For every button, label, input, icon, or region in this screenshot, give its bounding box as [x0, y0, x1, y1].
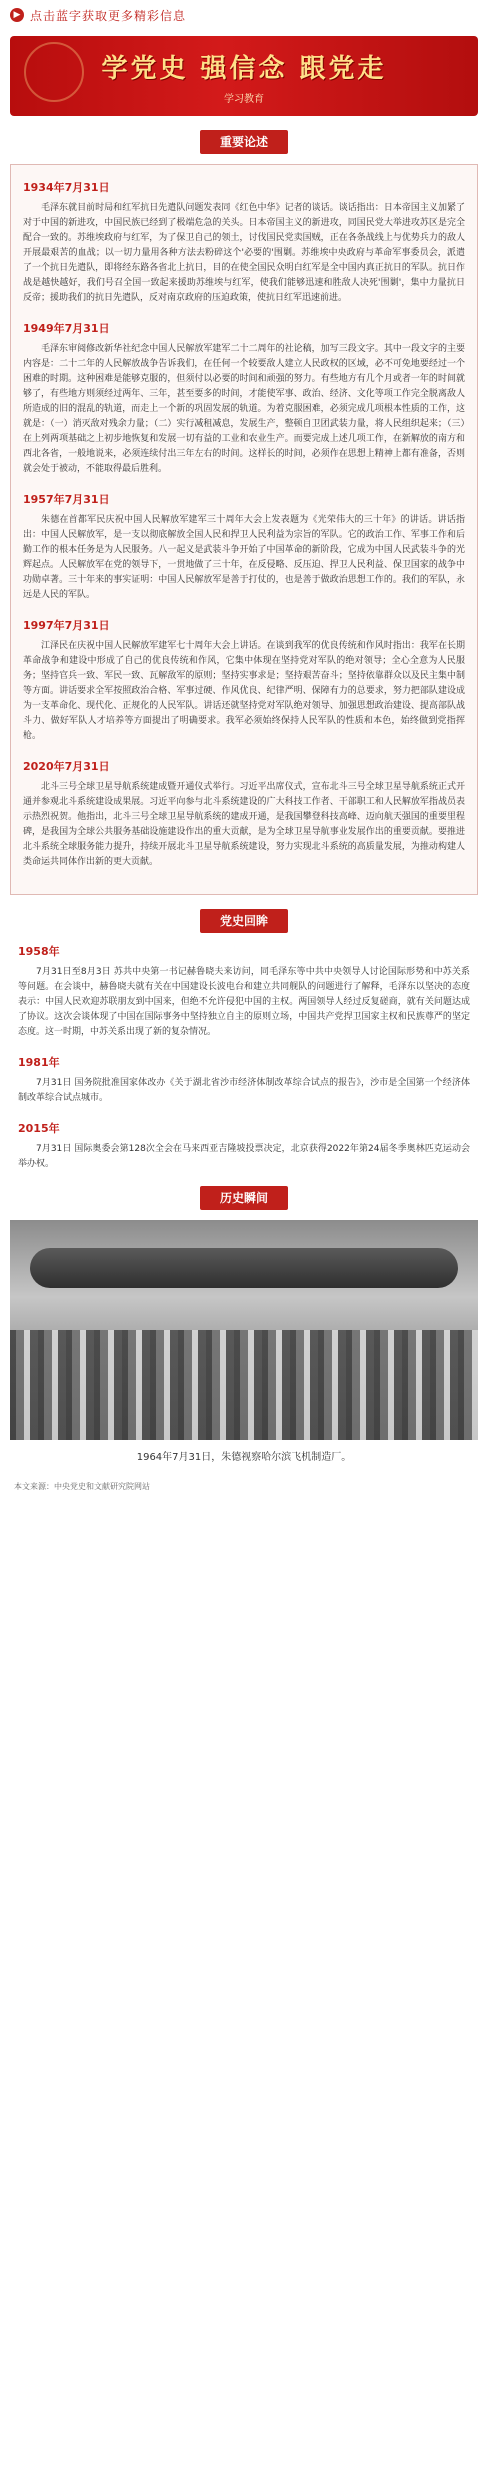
review-entry — [23, 320, 465, 477]
crowd-figures — [10, 1330, 478, 1440]
history-year: 2015年 — [18, 1122, 60, 1135]
play-arrow-icon: ▶ — [10, 8, 24, 22]
history-text: 7月31日 国际奥委会第128次全会在马来西亚吉隆坡投票决定，北京获得2022年第24届冬季奥林匹克运动会举办权。 — [18, 1144, 470, 1169]
history-year: 1958年 — [18, 945, 60, 958]
section-tag-reviews: 重要论述 — [200, 130, 288, 154]
source-note: 本文来源：中央党史和文献研究院网站 — [14, 1482, 150, 1491]
review-entry — [23, 758, 465, 870]
history-text: 7月31日至8月3日 苏共中央第一书记赫鲁晓夫来访问，同毛泽东等中共中央领导人讨论国际形势和中苏关系等问题。在会谈中，赫鲁晓夫就有关在中国建设长波电台和建立共同舰队的问题进行了解释，毛泽东以坚决的态度表示：中国人民欢迎苏联朋友到中国来，但绝不允许侵犯中国的主权。两国领导人经过反复磋商，就有关问题达成了协议。这次会谈体现了中国在国际事务中坚持独立自主的原则立场，中国共产党捍卫国家主权和民族尊严的坚定态度。这一时期，中苏关系出现了新的复杂情况。 — [18, 967, 470, 1037]
entry-text: 毛泽东就目前时局和红军抗日先遣队问题发表同《红色中华》记者的谈话。谈话指出：日本帝国主义加紧了对于中国的新进攻，中国民族已经到了极端危急的关头。日本帝国主义的新进攻，同国民党大举进攻苏区是完全配合一致的。苏维埃政府与红军，为了保卫自己的领土，讨伐国民党卖国贼，正在各条战线上与优势兵力的敌人开展最艰苦的血战；以一切力量用各种方法去粉碎这个'必要的'围剿。苏维埃中央政府与革命军事委员会，派遣了一个抗日先遣队，即将经东路各省北上抗日，目的在使全国民众明白红军是全中国内真正抗日的军队。抗日作战是越快越好，我们号召全国一致起来援助苏维埃与红军，使我们能够迅速和胜敌人决死'围剿'，集中力量抗日反帝；援助我们的抗日先遣队，反对南京政府的压迫政策，使抗日红军迅速前进。 — [23, 203, 465, 303]
reviews-frame — [10, 164, 478, 895]
banner-subtitle: 学习教育 — [224, 94, 264, 105]
history-entry — [18, 1054, 470, 1106]
history-text: 7月31日 国务院批准国家体改办《关于湖北省沙市经济体制改革综合试点的报告》，沙市是全国第一个经济体制改革综合试点城市。 — [18, 1078, 470, 1103]
review-entry — [23, 617, 465, 744]
entry-date: 1934年7月31日 — [23, 181, 110, 194]
history-year: 1981年 — [18, 1056, 60, 1069]
top-tip-bar[interactable] — [0, 0, 488, 30]
history-entry — [18, 1120, 470, 1172]
review-entry — [23, 179, 465, 306]
section-tag-moment: 历史瞬间 — [200, 1186, 288, 1210]
follow-tip[interactable]: 点击蓝字获取更多精彩信息 — [30, 8, 187, 23]
entry-date: 2020年7月31日 — [23, 760, 110, 773]
history-list — [0, 943, 488, 1172]
entry-text: 朱德在首都军民庆祝中国人民解放军建军三十周年大会上发表题为《光荣伟大的三十年》的讲话。讲话指出：中国人民解放军，是一支以彻底解放全国人民和捍卫人民利益为宗旨的军队。它的政治工作、军事工作和后勤工作的根本任务是为人民服务。八一起义是武装斗争开始了中国革命的新阶段，它成为中国人民武装斗争的光辉起点。人民解放军在党的领导下，一贯地做了三十年，在反侵略、反压迫、捍卫人民利益、保卫国家的战争中功勋卓著。三十年来的事实证明：中国人民解放军是善于打仗的，也是善于做政治思想工作的。我们的军队，永远是人民的军队。 — [23, 515, 465, 600]
entry-text: 毛泽东审阅修改新华社纪念中国人民解放军建军二十二周年的社论稿，加写三段文字。其中一段文字的主要内容是：二十二年的人民解放战争告诉我们，在任何一个较要敌人建立人民政权的区域，必不可免地要经过一个困难的时期。这种困难是能够克服的，但须付以必要的时间和顽强的努力。有些地方有几个月或者一年的时间就够了，有些地方则须经过两年、三年，甚至要多的时间，才能使军事、政治、经济、文化等项工作完全脱离敌人所造成的旧的混乱的轨道，而走上一个新的巩固发展的轨道。为着克服困难，必须完成几项根本性质的工作，这就是：（一）消灭敌对残余力量；（二）实行减租减息，发展生产，整顿自卫团武装力量，将人民组织起来；（三）在上列两项基础之上初步地恢复和发展一切有益的工业和农业生产。而要完成上述几项工作，在新解放的南方和西北各省，一般地说来，必须连续付出三年左右的时间。这样长的时间，必须作在思想上精神上都有准备，否则就会处于被动，不能取得最后胜利。 — [23, 344, 465, 474]
entry-date: 1957年7月31日 — [23, 493, 110, 506]
entry-date: 1997年7月31日 — [23, 619, 110, 632]
entry-date: 1949年7月31日 — [23, 322, 110, 335]
banner — [10, 36, 478, 116]
banner-slogan: 学党史 强信念 跟党走 — [101, 54, 387, 84]
entry-text: 北斗三号全球卫星导航系统建成暨开通仪式举行。习近平出席仪式，宣布北斗三号全球卫星导航系统正式开通并参观北斗系统建设成果展。习近平向参与北斗系统建设的广大科技工作者、干部职工和人民解放军指战员表示热烈祝贺。他指出，北斗三号全球卫星导航系统的建成开通，是我国攀登科技高峰、迈向航天强国的重要里程碑，是我国为全球公共服务基础设施建设作出的重大贡献，是为全球卫星导航事业发展作出的重要贡献。要推进北斗系统全球服务能力提升，持续开展北斗卫星导航系统建设，努力实现北斗系统的高质量发展，为推动构建人类命运共同体作出新的更大贡献。 — [23, 782, 465, 867]
photo-caption: 1964年7月31日，朱德视察哈尔滨飞机制造厂。 — [136, 1452, 352, 1463]
historical-photo — [10, 1220, 478, 1440]
aircraft-fuselage — [30, 1248, 458, 1288]
history-entry — [18, 943, 470, 1040]
section-tag-history: 党史回眸 — [200, 909, 288, 933]
entry-text: 江泽民在庆祝中国人民解放军建军七十周年大会上讲话。在谈到我军的优良传统和作风时指出：我军在长期革命战争和建设中形成了自己的优良传统和作风，它集中体现在坚持党对军队的绝对领导；全心全意为人民服务；坚持官兵一致、军民一致、瓦解敌军的原则；坚持实事求是；坚持艰苦奋斗；坚持依靠群众以及民主集中制等方面。讲话要求全军按照政治合格、军事过硬、作风优良、纪律严明、保障有力的总要求，努力把部队建设成为一支革命化、现代化、正规化的人民军队。讲话还就坚持党对军队绝对领导、加强思想政治建设、提高部队战斗力、做好军队人才培养等方面提出了明确要求。我军必须始终保持人民军队的性质和本色，始终做到党指挥枪。 — [23, 641, 465, 741]
review-entry — [23, 491, 465, 603]
